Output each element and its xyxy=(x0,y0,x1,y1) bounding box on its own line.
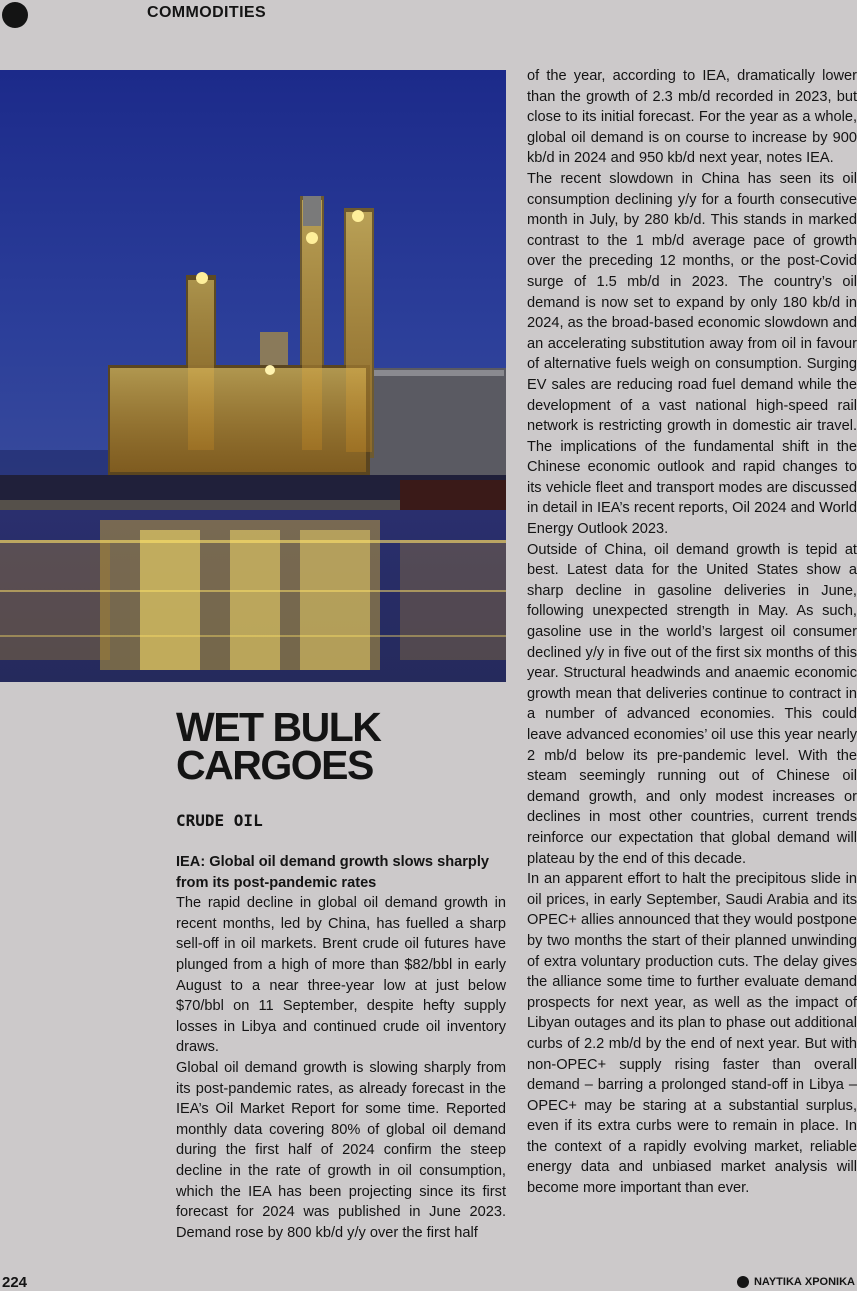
section-label: COMMODITIES xyxy=(147,4,267,21)
article-paragraph: The recent slowdown in China has seen its oil consumption declining y/y for a fourth consecutive month in July, by 280 kb/d. This stands in marked contrast to the 1 mb/d average pace of growth over the preceding 12 months, or the post-Covid surge of 1.5 mb/d in 2023. The country’s oil demand is now set to expand by only 180 kb/d in 2024, as the broad-based economic slowdown and an accelerating substitution away from oil in favour of alternative fuels weigh on consumption. Surging EV sales are reducing road fuel demand while the development of a vast national high-speed rail network is restricting growth in domestic air travel. The implications of the fundamental shift in the Chinese economic outlook and rapid changes to its vehicle fleet and transport modes are discussed in detail in IEA’s recent reports, Oil 2024 and World Energy Outlook 2023. xyxy=(527,170,857,538)
headline: WET BULK CARGOES xyxy=(176,704,381,788)
article-paragraph: Outside of China, oil demand growth is tepid at best. Latest data for the United States show a sharp decline in gasoline deliveries in June, following unexpected strength in May. As such, gasoline use in the world’s largest oil consumer declined y/y in five out of the first six months of this year. Structural headwinds and anaemic economic growth mean that deliveries continue to contract in a number of advanced economies. This could leave advanced economies’ oil use this year nearly 2 mb/d below its pre-pandemic level. With the steam seemingly running out of Chinese oil demand growth, and only modest increases or declines in most other countries, current trends reinforce our expectation that global demand will plateau by the end of this decade. xyxy=(527,541,857,867)
article-paragraph: of the year, according to IEA, dramatically lower than the growth of 2.3 mb/d recorded in 2023, but close to its initial forecast. For the year as a whole, global oil demand is on course to increase by 900 kb/d in 2024 and 950 kb/d next year, notes IEA. xyxy=(527,68,857,167)
article-subhead: IEA: Global oil demand growth slows sharply from its post-pandemic rates xyxy=(176,854,489,891)
brand-name: ΝΑΥΤΙΚΑ ΧΡΟΝΙΚΑ xyxy=(753,1276,855,1288)
brand-footer xyxy=(737,1276,855,1288)
article-paragraph: Global oil demand growth is slowing sharply from its post-pandemic rates, as already forecast in the IEA’s Oil Market Report for some time. Reported monthly data covering 80% of global oil demand during the first half of 2024 confirm the steep decline in the rate of growth in oil consumption, which the IEA has been projecting since its first forecast for 2024 was published in June 2023. Demand rose by 800 kb/d y/y over the first half xyxy=(176,1059,506,1241)
kicker: CRUDE OIL xyxy=(176,811,263,830)
article-column-left xyxy=(176,852,506,1243)
emblem-icon xyxy=(2,2,28,28)
refinery-photo xyxy=(0,70,506,682)
article-paragraph: In an apparent effort to halt the precipitous slide in oil prices, in early September, Saudi Arabia and its OPEC+ allies announced that they would postpone by two months the start of their planned unwinding of extra voluntary production cuts. The delay gives the alliance some time to further evaluate demand prospects for next year, as well as the impact of Libyan outages and its plan to phase out additional curbs of 2.2 mb/d by the end of next year. But with non-OPEC+ supply rising faster than overall demand – barring a prolonged stand-off in Libya – OPEC+ may be staring at a substantial surplus, even if its extra curbs were to remain in place. In the context of a rapidly evolving market, reliable energy data and unbiased market analysis will become more important than ever. xyxy=(527,871,857,1197)
article-column-right xyxy=(527,66,857,1199)
page-number: 224 xyxy=(2,1274,28,1291)
brand-logo-icon xyxy=(737,1276,749,1288)
article-paragraph: The rapid decline in global oil demand growth in recent months, led by China, has fuelled a sharp sell-off in oil markets. Brent crude oil futures have plunged from a high of more than $82/bbl in early August to a near three-year low at just below $70/bbl on 11 September, despite hefty supply losses in Libya and continued crude oil inventory draws. xyxy=(176,895,506,1056)
